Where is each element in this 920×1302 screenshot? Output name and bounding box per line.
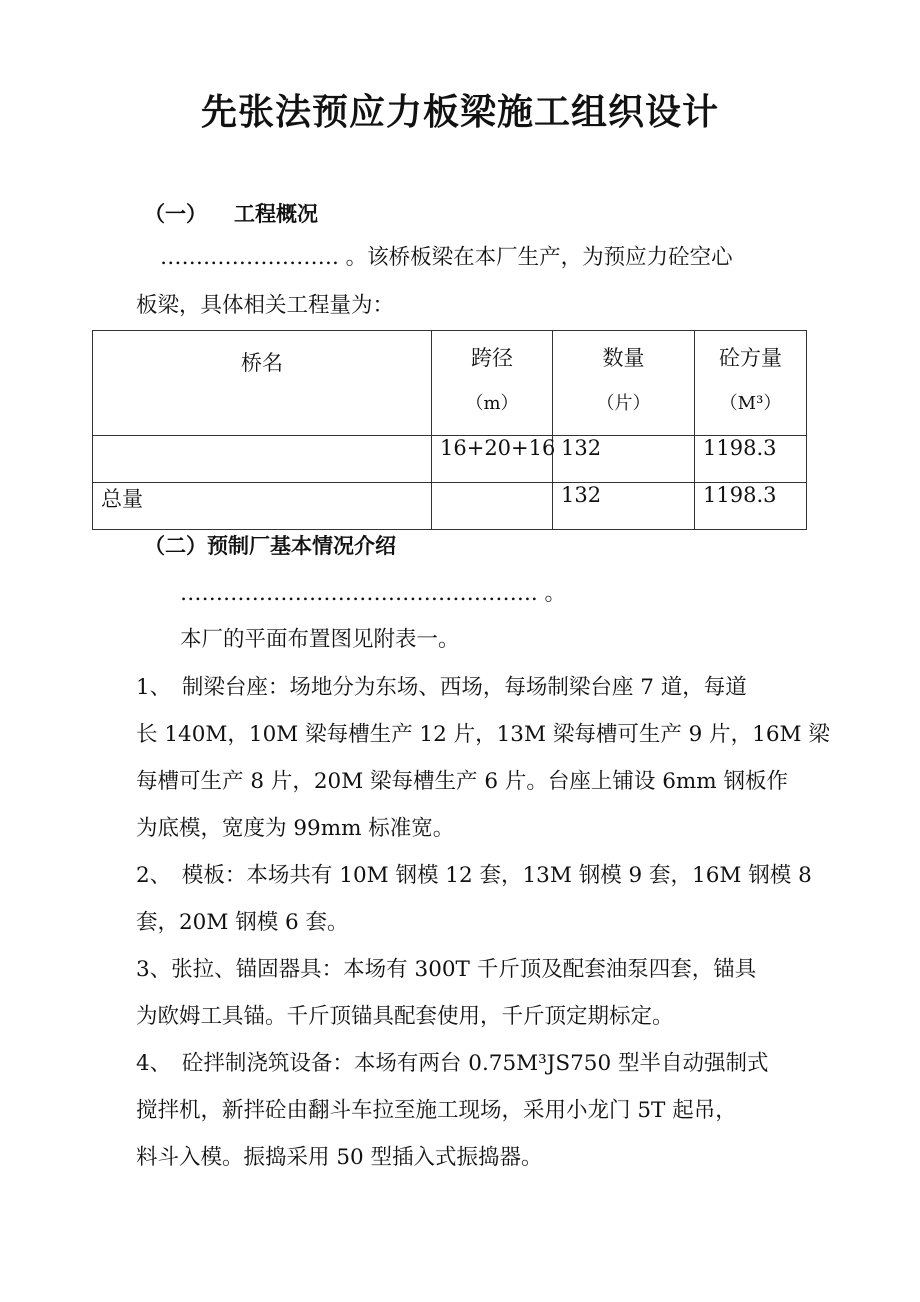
item-4-line-2: 搅拌机，新拌砼由翻斗车拉至施工现场，采用小龙门 5T 起吊， (136, 1098, 737, 1123)
item-4-line-3: 料斗入模。振捣采用 50 型插入式振捣器。 (136, 1145, 543, 1170)
section2-dots-line: ………………………………………….. 。 (180, 581, 567, 606)
item-3-line-1: 3、张拉、锚固器具：本场有 300T 千斤顶及配套油泵四套，锚具 (136, 957, 757, 982)
section2-heading: （二）预制厂基本情况介绍 (144, 534, 396, 558)
header-bridge-name: 桥名 (93, 331, 432, 436)
table-cell (93, 436, 432, 483)
table-cell (432, 483, 553, 530)
quantity-table (92, 330, 807, 530)
item-1-line-4: 为底模，宽度为 99mm 标准宽。 (136, 816, 455, 841)
header-count: 数量 （片） (553, 331, 695, 436)
page-title: 先张法预应力板梁施工组织设计 (200, 92, 719, 133)
section1-line-2: 板梁，具体相关工程量为： (136, 293, 395, 318)
item-3-line-2: 为欧姆工具锚。千斤顶锚具配套使用，千斤顶定期标定。 (136, 1004, 674, 1029)
item-4-line-1: 4、 砼拌制浇筑设备：本场有两台 0.75M³JS750 型半自动强制式 (136, 1051, 769, 1076)
table-cell: 1198.3 (695, 436, 807, 483)
item-2-line-1: 2、 模板：本场共有 10M 钢模 12 套，13M 钢模 9 套，16M 钢模 8 (136, 863, 812, 888)
header-span: 跨径 （m） (432, 331, 553, 436)
item-2-line-2: 套，20M 钢模 6 套。 (136, 910, 349, 935)
table-row (93, 436, 807, 483)
section1-heading-number: （一） (144, 202, 207, 226)
table-cell: 132 (553, 436, 695, 483)
item-1-line-2: 长 140M，10M 梁每槽生产 12 片，13M 梁每槽可生产 9 片，16M 梁 (136, 722, 830, 747)
header-concrete-volume: 砼方量 （M³） (695, 331, 807, 436)
table-header-row (93, 331, 807, 436)
section1-line-1: ……………………. 。该桥板梁在本厂生产，为预应力砼空心 (160, 245, 733, 270)
section2-intro: 本厂的平面布置图见附表一。 (180, 627, 460, 652)
table-cell: 总量 (93, 483, 432, 530)
section1-heading: 工程概况 (234, 202, 318, 226)
table-cell: 1198.3 (695, 483, 807, 530)
item-1-line-1: 1、 制梁台座：场地分为东场、西场，每场制梁台座 7 道，每道 (136, 675, 747, 700)
table-cell: 132 (553, 483, 695, 530)
table-row (93, 483, 807, 530)
table-cell: 16+20+16 (432, 436, 553, 483)
item-1-line-3: 每槽可生产 8 片，20M 梁每槽生产 6 片。台座上铺设 6mm 钢板作 (136, 769, 789, 794)
